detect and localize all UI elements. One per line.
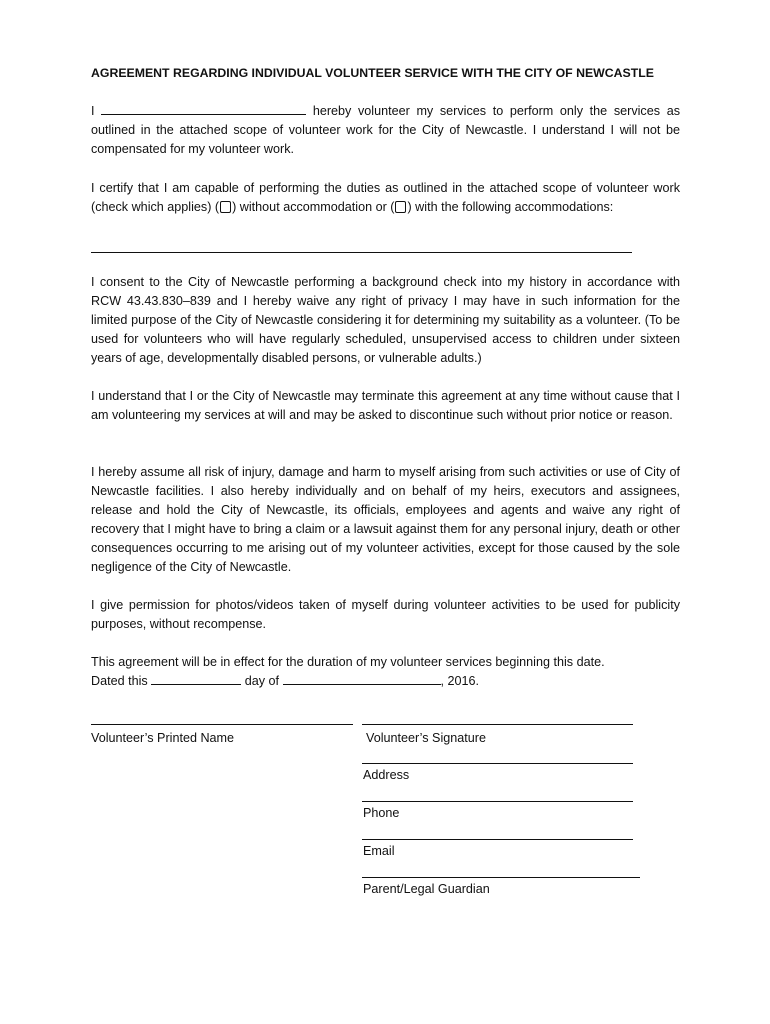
effective-date-paragraph: [91, 653, 680, 691]
printed-name-label: Volunteer’s Printed Name: [91, 731, 235, 745]
capability-paragraph: [91, 179, 680, 217]
accommodations-line[interactable]: [91, 252, 632, 253]
signature-line[interactable]: [362, 724, 633, 725]
phone-label: Phone: [363, 806, 400, 820]
address-line[interactable]: [362, 763, 633, 764]
guardian-label: Parent/Legal Guardian: [363, 882, 490, 896]
guardian-line[interactable]: [362, 877, 640, 878]
volunteer-name-blank[interactable]: [101, 102, 306, 115]
with-accommodation-checkbox[interactable]: [395, 201, 406, 213]
address-label: Address: [363, 768, 410, 782]
termination-paragraph: I understand that I or the City of Newcastle may terminate this agreement at any time without cause that I am volunteering my services at will and may be asked to discontinue such without prior notice or reason.: [91, 389, 680, 422]
capability-text-2: ) without accommodation or (: [232, 200, 395, 214]
statement-text: hereby volunteer my services to perform only the services as outlined in the attached scope of volunteer work for the City of Newcastle. I understand I will not be compensated for my volunteer work.: [91, 104, 680, 156]
photo-permission-paragraph: I give permission for photos/videos taken of myself during volunteer activities to be used for publicity purposes, without recompense.: [91, 598, 680, 631]
capability-text-3: ) with the following accommodations:: [407, 200, 614, 214]
year-label: , 2016.: [440, 674, 480, 688]
signature-label: Volunteer’s Signature: [366, 731, 486, 745]
email-label: Email: [363, 844, 395, 858]
capability-text-1: I certify that I am capable of performing the duties as outlined in the attached scope of volunteer work (check which applies) (: [91, 181, 680, 214]
month-blank[interactable]: [283, 672, 441, 685]
day-of-label: day of: [244, 674, 280, 688]
risk-release-paragraph: I hereby assume all risk of injury, damage and harm to myself arising from such activities or use of City of Newcastle facilities. I also hereby individually and on behalf of my heirs, executors and assignees, release and hold the City of Newcastle, its officials, employees and agents and waive any right of recovery that I might have to bring a claim or a lawsuit against them for any personal injury, death or other consequences occurring to me arising out of my volunteer activities, except for those caused by the sole negligence of the City of Newcastle.: [91, 465, 680, 574]
dated-label: Dated this: [91, 674, 148, 688]
phone-line[interactable]: [362, 801, 633, 802]
effective-text: This agreement will be in effect for the duration of my volunteer services beginning this date.: [91, 655, 605, 669]
document-title: AGREEMENT REGARDING INDIVIDUAL VOLUNTEER SERVICE WITH THE CITY OF NEWCASTLE: [91, 66, 654, 80]
day-blank[interactable]: [151, 672, 241, 685]
without-accommodation-checkbox[interactable]: [220, 201, 231, 213]
statement-lead: I: [91, 104, 95, 118]
volunteer-statement-paragraph: [91, 102, 680, 159]
email-line[interactable]: [362, 839, 633, 840]
printed-name-line[interactable]: [91, 724, 353, 725]
background-check-paragraph: I consent to the City of Newcastle performing a background check into my history in accordance with RCW 43.43.830–839 and I hereby waive any right of privacy I may have in such information for the limited purpose of the City of Newcastle considering it for determining my suitability as a volunteer. (To be used for volunteers who will have regularly scheduled, unsupervised access to children under sixteen years of age, developmentally disabled persons, or vulnerable adults.): [91, 275, 680, 365]
